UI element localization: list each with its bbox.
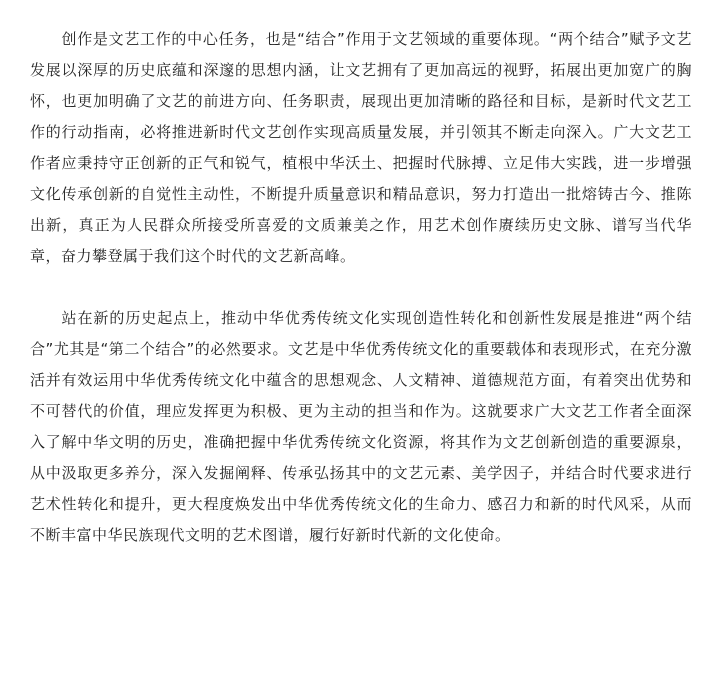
paragraph-1: 创作是文艺工作的中心任务，也是“结合”作用于文艺领域的重要体现。“两个结合”赋予文艺发展以深厚的历史底蕴和深邃的思想内涵，让文艺拥有了更加高远的视野，拓展出更加宽广的胸怀，也更加明确了文艺的前进方向、任务职责，展现出更加清晰的路径和目标，是新时代文艺工作的行动指南，必将推进新时代文艺创作实现高质量发展，并引领其不断走向深入。广大文艺工作者应秉持守正创新的正气和锐气，植根中华沃土、把握时代脉搏、立足伟大实践，进一步增强文化传承创新的自觉性主动性，不断提升质量意识和精品意识，努力打造出一批熔铸古今、推陈出新，真正为人民群众所接受所喜爱的文质兼美之作，用艺术创作赓续历史文脉、谱写当代华章，奋力攀登属于我们这个时代的文艺新高峰。 (30, 30, 692, 265)
article-body (30, 24, 692, 551)
paragraph-2: 站在新的历史起点上，推动中华优秀传统文化实现创造性转化和创新性发展是推进“两个结合”尤其是“第二个结合”的必然要求。文艺是中华优秀传统文化的重要载体和表现形式，在充分激活并有效运用中华优秀传统文化中蕴含的思想观念、人文精神、道德规范方面，有着突出优势和不可替代的价值，理应发挥更为积极、更为主动的担当和作为。这就要求广大文艺工作者全面深入了解中华文明的历史，准确把握中华优秀传统文化资源，将其作为文艺创新创造的重要源泉，从中汲取更多养分，深入发掘阐释、传承弘扬其中的文艺元素、美学因子，并结合时代要求进行艺术性转化和提升，更大程度焕发出中华优秀传统文化的生命力、感召力和新的时代风采，从而不断丰富中华民族现代文明的艺术图谱，履行好新时代新的文化使命。 (30, 309, 692, 544)
